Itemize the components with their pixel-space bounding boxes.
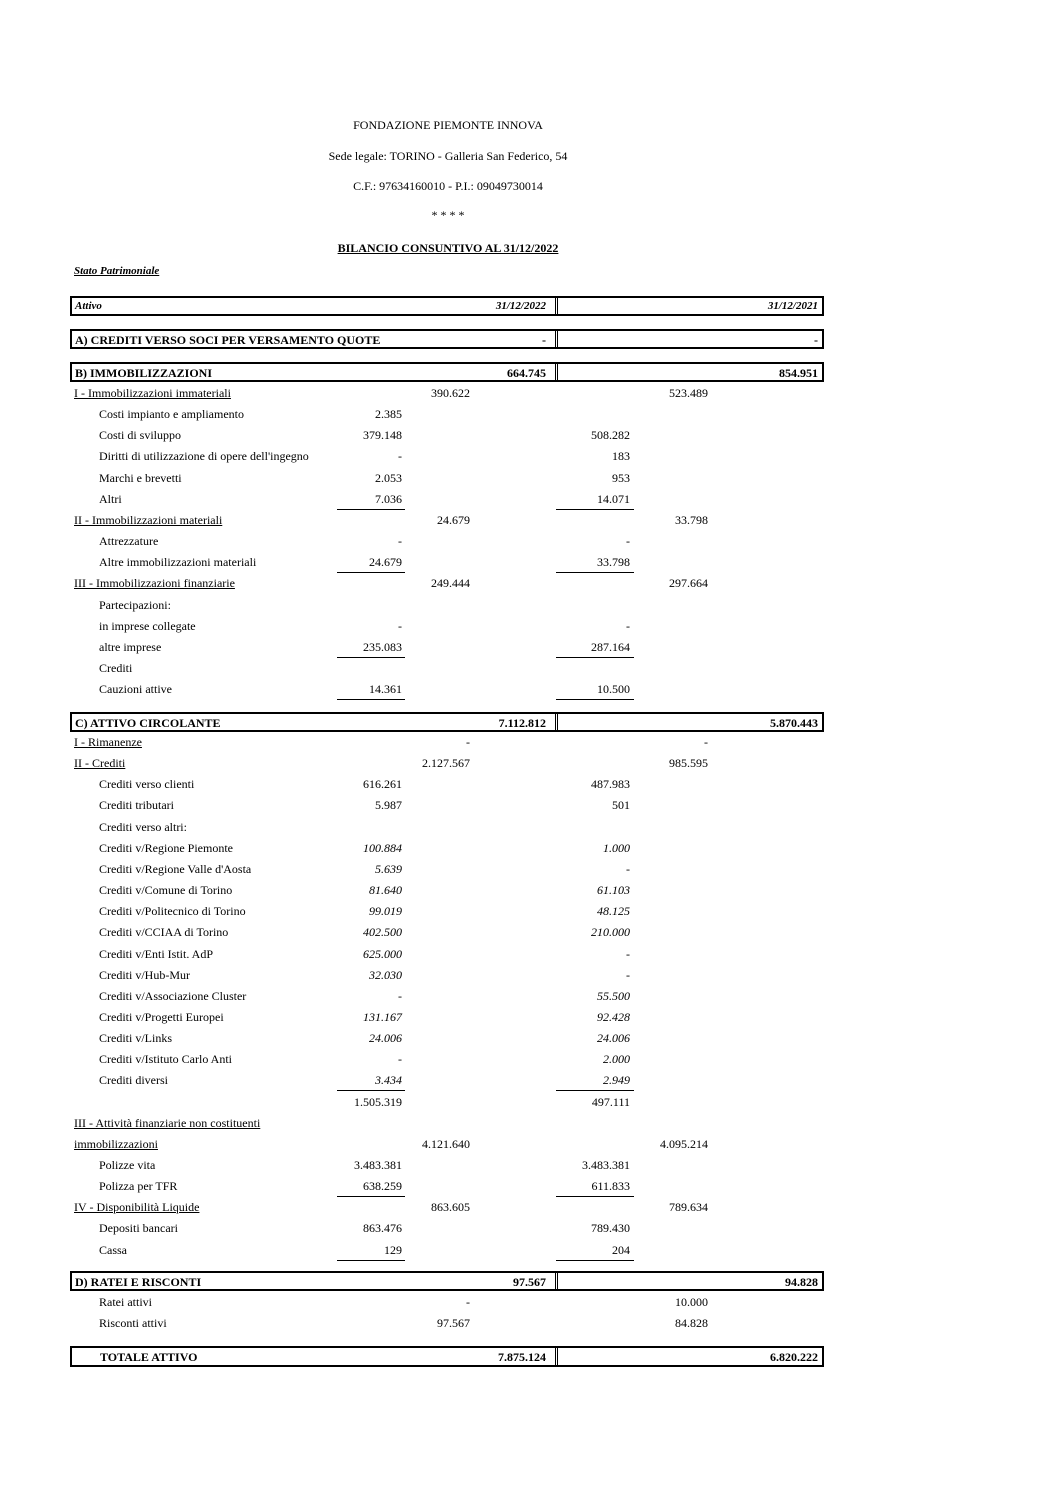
row-value-c3: 487.983: [591, 777, 630, 792]
row-label: Crediti: [99, 660, 133, 675]
row-label: immobilizzazioni: [74, 1136, 158, 1151]
row-value-c3: -: [626, 967, 630, 982]
row-label: Crediti v/Hub-Mur: [99, 967, 190, 982]
row-value-c1: 2.053: [375, 470, 402, 485]
row-label: Costi di sviluppo: [99, 428, 182, 443]
row-label: II - Immobilizzazioni materiali: [74, 512, 223, 527]
table-row: [0, 775, 1058, 796]
row-label: Depositi bancari: [99, 1221, 178, 1236]
row-label: I - Rimanenze: [74, 735, 142, 749]
table-row: [0, 1135, 1058, 1156]
row-value-c4: 10.000: [675, 1295, 708, 1309]
section-b-2022: 664.745: [507, 366, 546, 380]
row-value-c1: -: [398, 988, 402, 1003]
row-value-c1: 100.884: [363, 840, 402, 855]
row-value-c3: 33.798: [597, 555, 630, 570]
table-row: [0, 680, 1058, 701]
table-row: [0, 405, 1058, 426]
table-row: [0, 1219, 1058, 1240]
row-value-c3: 508.282: [591, 428, 630, 443]
row-label: IV - Disponibilità Liquide: [74, 1200, 200, 1215]
section-d-2021: 94.828: [785, 1275, 818, 1289]
row-label: Crediti v/Associazione Cluster: [99, 988, 247, 1003]
row-label: Polizza per TFR: [99, 1179, 178, 1194]
total-2022: 7.875.124: [498, 1350, 546, 1364]
row-label: Crediti v/Progetti Europei: [99, 1009, 224, 1024]
row-value-c4: 523.489: [669, 386, 708, 400]
row-value-c4: 33.798: [675, 512, 708, 527]
row-label: Altre immobilizzazioni materiali: [99, 555, 257, 570]
table-row: [0, 511, 1058, 532]
row-label: Costi impianto e ampliamento: [99, 407, 244, 422]
row-value-c1: 32.030: [369, 967, 402, 982]
row-value-c4: -: [704, 735, 708, 749]
table-row: [0, 987, 1058, 1008]
table-row: [0, 881, 1058, 902]
row-label: Diritti di utilizzazione di opere dell'ingegno: [99, 449, 309, 464]
table-row: [0, 796, 1058, 817]
row-label: Crediti v/Istituto Carlo Anti: [99, 1052, 232, 1067]
row-label: Crediti verso altri:: [99, 819, 187, 834]
subtotal-rule: [556, 1260, 634, 1261]
row-value-c1: 402.500: [363, 925, 402, 940]
section-a-2022: -: [542, 333, 546, 347]
section-c-2021: 5.870.443: [770, 716, 818, 730]
section-d-box: [70, 1271, 824, 1291]
row-value-c1: 3.483.381: [354, 1158, 402, 1172]
section-b-2021: 854.951: [779, 366, 818, 380]
row-value-c1: 616.261: [363, 777, 402, 792]
row-value-c1: -: [398, 534, 402, 549]
row-value-c2: 249.444: [431, 576, 470, 591]
row-label: Risconti attivi: [99, 1316, 167, 1331]
table-row: [0, 617, 1058, 638]
document-title: BILANCIO CONSUNTIVO AL 31/12/2022: [337, 241, 559, 255]
row-value-c1: 24.679: [369, 555, 402, 570]
section-b-label: B) IMMOBILIZZAZIONI: [75, 366, 213, 380]
row-value-c3: 1.000: [603, 840, 630, 855]
row-value-c2: 97.567: [437, 1316, 470, 1331]
subtotal-rule: [556, 1090, 634, 1091]
row-value-c1: -: [398, 618, 402, 633]
tax-codes: C.F.: 97634160010 - P.I.: 09049730014: [353, 179, 543, 193]
table-row: [0, 945, 1058, 966]
subtotal-rule: [337, 509, 405, 510]
table-row: [0, 923, 1058, 944]
subtotal-rule: [556, 572, 634, 573]
row-value-c1: 24.006: [369, 1031, 402, 1046]
row-label: Crediti v/Links: [99, 1031, 172, 1046]
header-year-2022: 31/12/2022: [495, 300, 546, 312]
row-value-c1: -: [398, 449, 402, 464]
row-value-c3: 611.833: [591, 1179, 630, 1194]
row-value-c1: 1.505.319: [354, 1094, 402, 1109]
row-value-c2: 390.622: [431, 386, 470, 400]
row-value-c3: -: [626, 534, 630, 549]
row-value-c1: 14.361: [369, 682, 402, 697]
row-label: III - Attività finanziarie non costituenti: [74, 1115, 261, 1130]
row-value-c3: -: [626, 946, 630, 961]
row-label: Crediti tributari: [99, 798, 174, 813]
row-label: Crediti diversi: [99, 1073, 168, 1088]
row-value-c2: -: [466, 735, 470, 749]
row-value-c1: 379.148: [363, 428, 402, 443]
row-value-c1: 2.385: [375, 407, 402, 422]
subtotal-rule: [337, 657, 405, 658]
subtotal-rule: [337, 699, 405, 700]
table-row: [0, 1177, 1058, 1198]
section-c-label: C) ATTIVO CIRCOLANTE: [75, 716, 221, 730]
row-value-c3: 501: [612, 798, 630, 813]
table-row: [0, 818, 1058, 839]
row-label: Partecipazioni:: [99, 597, 171, 612]
table-row: [0, 733, 1058, 754]
row-value-c1: 5.987: [375, 798, 402, 813]
section-a-label: A) CREDITI VERSO SOCI PER VERSAMENTO QUOTE: [75, 333, 381, 347]
row-value-c3: 2.949: [603, 1073, 630, 1088]
row-label: in imprese collegate: [99, 618, 196, 633]
row-label: Crediti v/Regione Valle d'Aosta: [99, 861, 252, 876]
row-value-c1: 5.639: [375, 861, 402, 876]
row-value-c3: 14.071: [597, 491, 630, 506]
registered-office: Sede legale: TORINO - Galleria San Federico, 54: [328, 149, 568, 163]
row-value-c1: 638.259: [363, 1179, 402, 1194]
subtotal-rule: [337, 1260, 405, 1261]
row-value-c3: -: [626, 861, 630, 876]
org-name: FONDAZIONE PIEMONTE INNOVA: [353, 118, 543, 132]
row-value-c1: 3.434: [375, 1073, 402, 1088]
row-value-c4: 985.595: [669, 756, 708, 771]
table-row: [0, 1050, 1058, 1071]
table-row: [0, 1029, 1058, 1050]
table-row: [0, 426, 1058, 447]
subtotal-rule: [556, 657, 634, 658]
row-value-c3: 3.483.381: [582, 1158, 630, 1172]
row-value-c3: -: [626, 618, 630, 633]
row-value-c2: 24.679: [437, 512, 470, 527]
table-row: [0, 1198, 1058, 1219]
row-value-c3: 497.111: [591, 1094, 630, 1109]
row-label: I - Immobilizzazioni immateriali: [74, 386, 231, 400]
table-row: [0, 659, 1058, 680]
row-value-c2: -: [466, 1295, 470, 1309]
table-row: [0, 860, 1058, 881]
row-label: Altri: [99, 491, 122, 506]
table-row: [0, 532, 1058, 553]
row-label: altre imprese: [99, 639, 162, 654]
table-row: [0, 1241, 1058, 1262]
table-row: [0, 1156, 1058, 1177]
row-label: III - Immobilizzazioni finanziarie: [74, 576, 235, 591]
section-a-box: [70, 329, 824, 349]
table-row: [0, 469, 1058, 490]
row-label: Crediti v/CCIAA di Torino: [99, 925, 229, 940]
row-value-c3: 92.428: [597, 1009, 630, 1024]
row-label: Marchi e brevetti: [99, 470, 182, 485]
row-value-c2: 863.605: [431, 1200, 470, 1215]
row-value-c3: 61.103: [597, 883, 630, 898]
row-value-c1: 81.640: [369, 883, 402, 898]
row-value-c2: 4.121.640: [422, 1136, 470, 1151]
row-value-c1: 131.167: [363, 1009, 402, 1024]
subtotal-rule: [337, 572, 405, 573]
table-row: [0, 1293, 1058, 1314]
row-value-c3: 789.430: [591, 1221, 630, 1236]
row-value-c3: 48.125: [597, 904, 630, 919]
table-row: [0, 966, 1058, 987]
table-row: [0, 574, 1058, 595]
row-label: Crediti v/Regione Piemonte: [99, 840, 233, 855]
table-row: [0, 902, 1058, 923]
section-d-2022: 97.567: [513, 1275, 546, 1289]
row-label: Attrezzature: [99, 534, 159, 549]
row-value-c1: -: [398, 1052, 402, 1067]
row-value-c4: 84.828: [675, 1316, 708, 1331]
row-value-c1: 625.000: [363, 946, 402, 961]
row-label: Crediti v/Comune di Torino: [99, 883, 233, 898]
header-label: Attivo: [75, 300, 102, 312]
subtotal-rule: [337, 1090, 405, 1091]
section-d-label: D) RATEI E RISCONTI: [75, 1275, 202, 1289]
row-label: Crediti v/Enti Istit. AdP: [99, 946, 214, 961]
row-label: II - Crediti: [74, 756, 126, 771]
table-row: [0, 638, 1058, 659]
row-label: Polizze vita: [99, 1158, 156, 1172]
row-value-c4: 297.664: [669, 576, 708, 591]
separator-stars: * * * *: [431, 208, 465, 222]
section-a-2021: -: [814, 333, 818, 347]
header-year-2021: 31/12/2021: [767, 300, 818, 312]
section-title: Stato Patrimoniale: [74, 265, 160, 277]
row-value-c1: 235.083: [363, 639, 402, 654]
table-row: [0, 1071, 1058, 1092]
total-box: [70, 1346, 824, 1367]
subtotal-rule: [556, 699, 634, 700]
total-2021: 6.820.222: [770, 1350, 818, 1364]
row-value-c1: 7.036: [375, 491, 402, 506]
row-label: Crediti v/Politecnico di Torino: [99, 904, 246, 919]
row-value-c3: 2.000: [603, 1052, 630, 1067]
total-label: TOTALE ATTIVO: [100, 1350, 198, 1364]
subtotal-rule: [556, 509, 634, 510]
row-value-c1: 129: [384, 1242, 402, 1257]
section-c-2022: 7.112.812: [498, 716, 546, 730]
section-b-box: [70, 362, 824, 382]
table-row: [0, 384, 1058, 405]
row-value-c4: 4.095.214: [660, 1136, 708, 1151]
row-value-c1: 863.476: [363, 1221, 402, 1236]
table-row: [0, 1093, 1058, 1114]
row-value-c4: 789.634: [669, 1200, 708, 1215]
table-row: [0, 1008, 1058, 1029]
table-row: [0, 1114, 1058, 1135]
row-label: Crediti verso clienti: [99, 777, 195, 792]
subtotal-rule: [337, 1196, 405, 1197]
row-value-c3: 953: [612, 470, 630, 485]
row-value-c3: 10.500: [597, 682, 630, 697]
row-label: Cauzioni attive: [99, 682, 172, 697]
row-value-c3: 55.500: [597, 988, 630, 1003]
section-c-box: [70, 712, 824, 732]
table-row: [0, 754, 1058, 775]
subtotal-rule: [556, 1196, 634, 1197]
row-value-c3: 183: [612, 449, 630, 464]
row-label: Cassa: [99, 1242, 127, 1257]
table-row: [0, 839, 1058, 860]
table-row: [0, 490, 1058, 511]
row-value-c3: 210.000: [591, 925, 630, 940]
row-value-c1: 99.019: [369, 904, 402, 919]
row-value-c3: 287.164: [591, 639, 630, 654]
row-value-c3: 24.006: [597, 1031, 630, 1046]
table-row: [0, 596, 1058, 617]
table-row: [0, 1314, 1058, 1335]
table-row: [0, 447, 1058, 468]
row-value-c2: 2.127.567: [422, 756, 470, 771]
row-value-c3: 204: [612, 1242, 630, 1257]
row-label: Ratei attivi: [99, 1295, 152, 1309]
table-row: [0, 553, 1058, 574]
table-header: [70, 296, 824, 316]
